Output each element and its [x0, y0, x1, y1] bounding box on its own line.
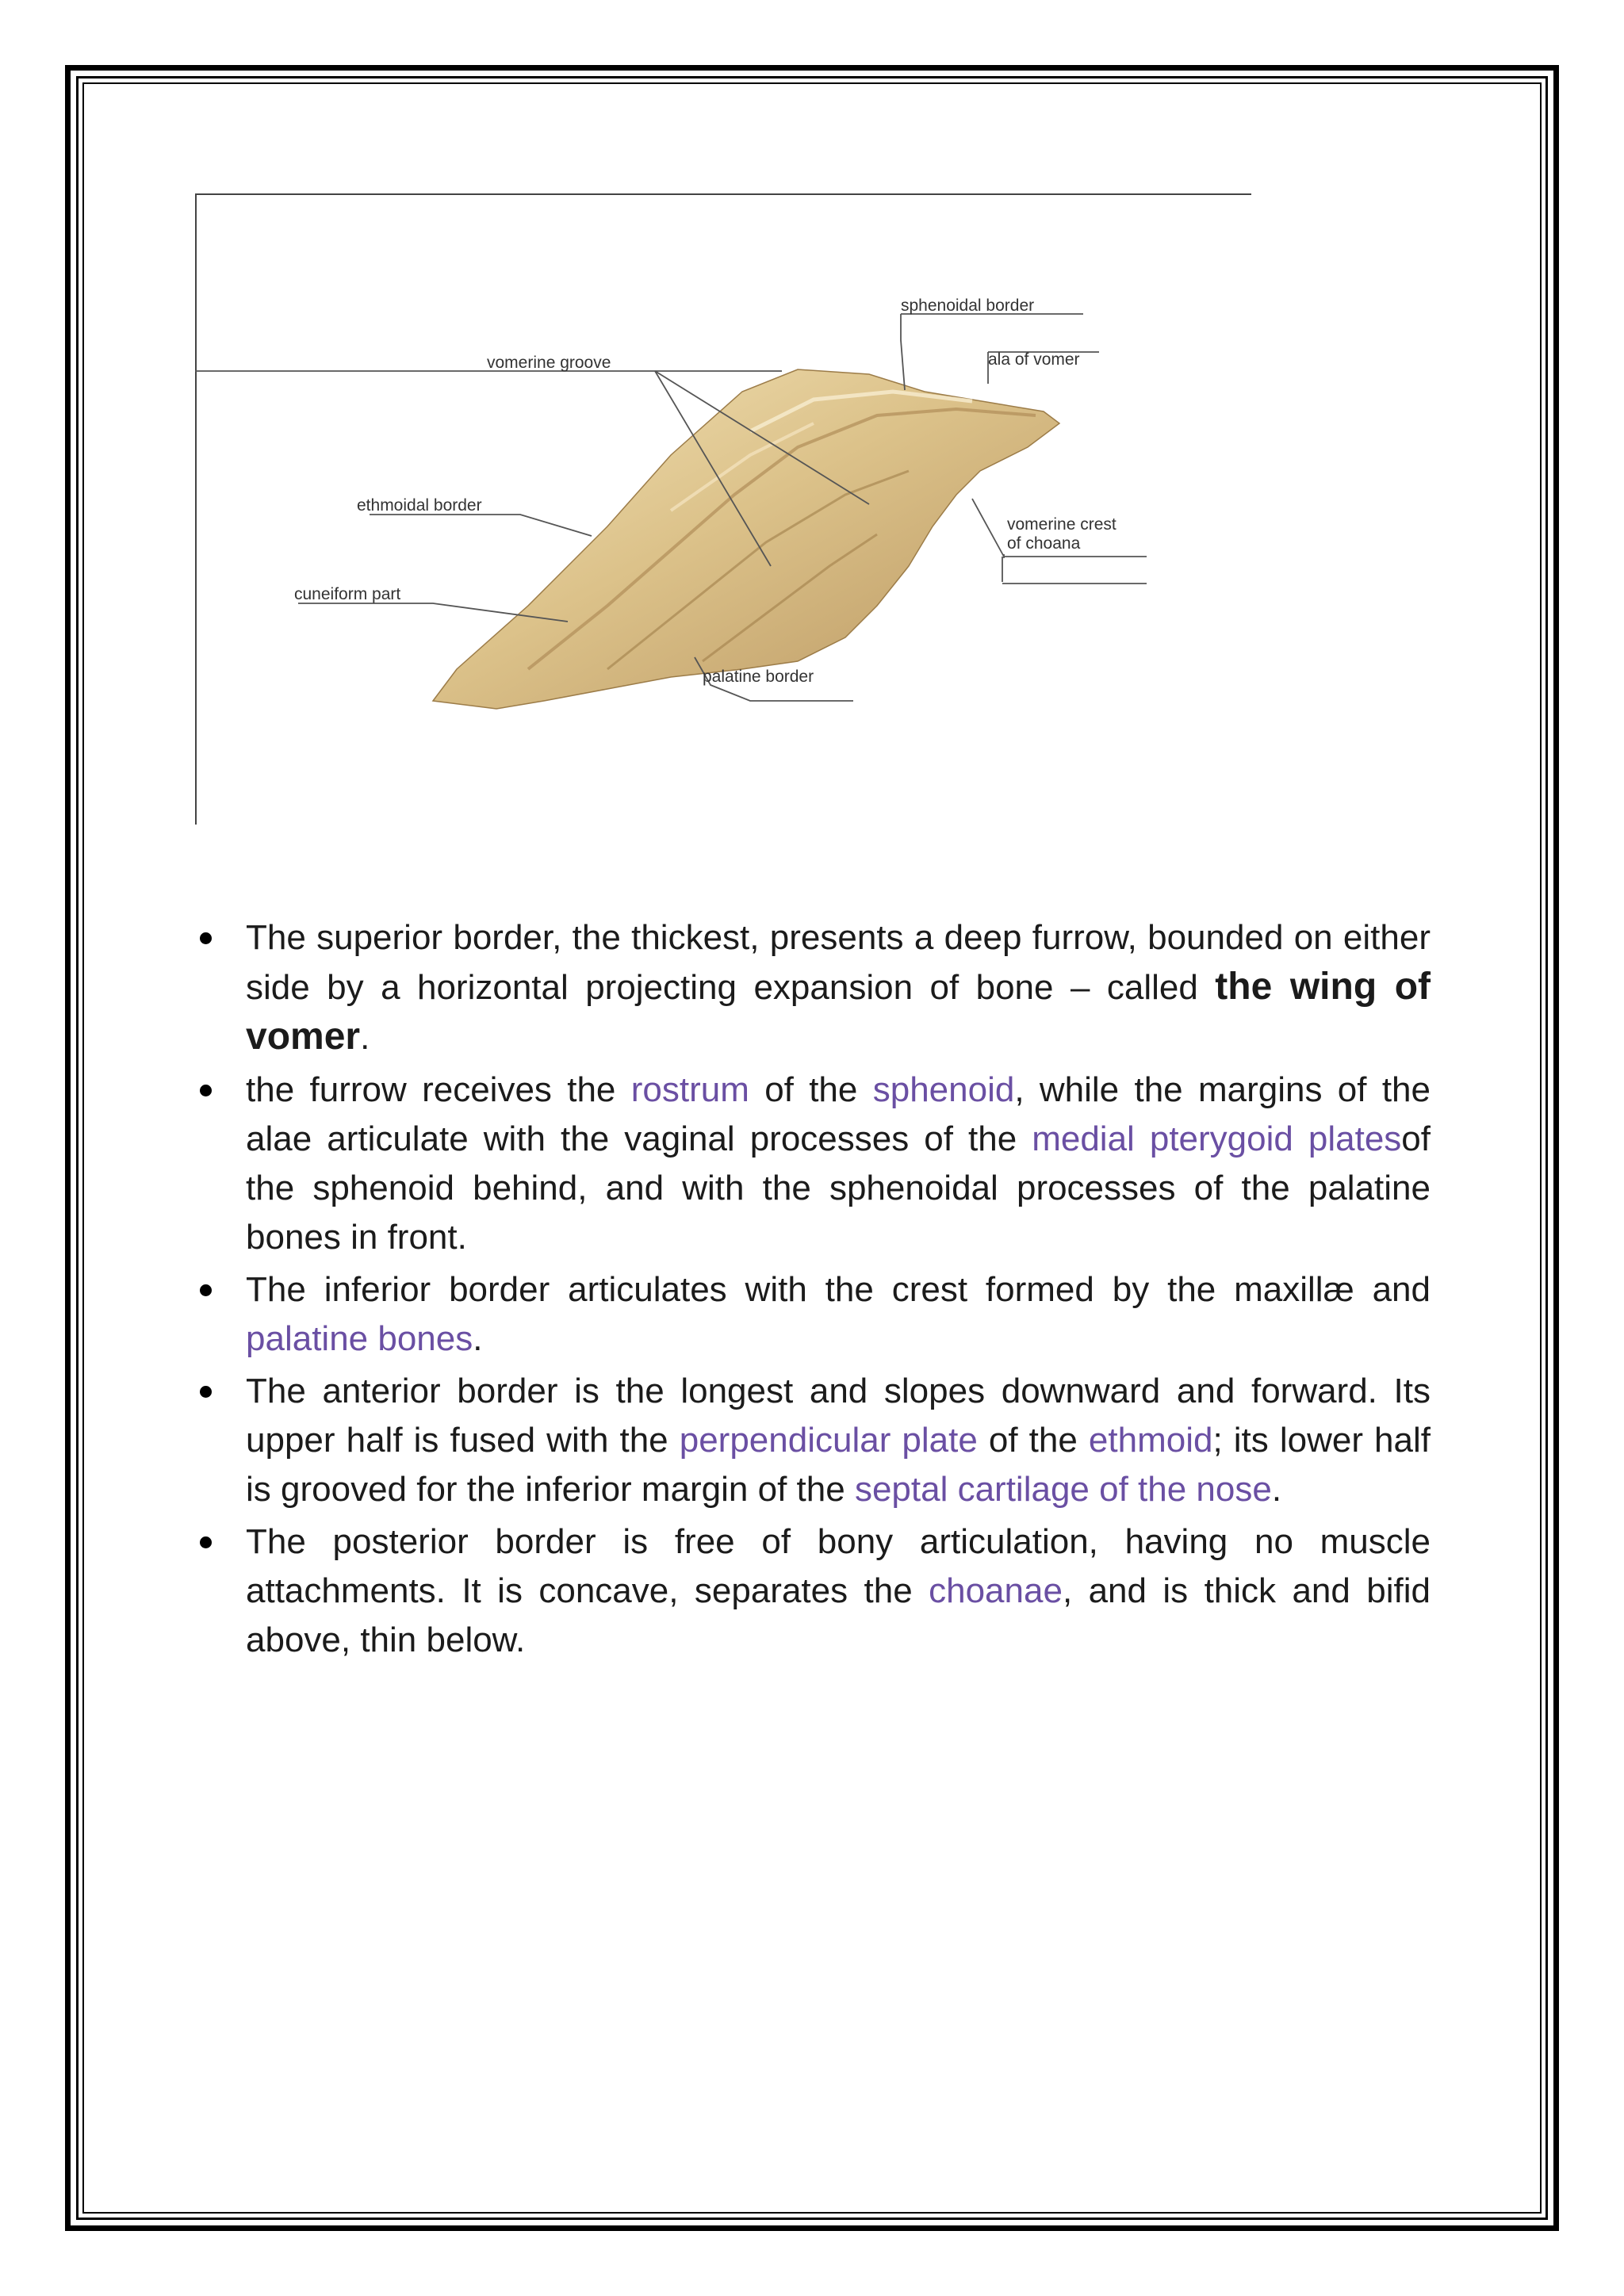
bullet-icon	[200, 932, 212, 944]
label-of-choana: of choana	[1007, 534, 1081, 553]
list-item	[197, 1265, 1431, 1364]
vomer-figure	[195, 193, 1251, 825]
bullet-text: The inferior border articulates with the crest formed by the maxillæ and	[246, 1270, 1431, 1309]
link-palatine-bones[interactable]: palatine bones	[246, 1319, 473, 1358]
list-item	[197, 1517, 1431, 1665]
bullet-text: , while the margins of the alae articulate with the vaginal processes of the	[246, 1070, 1431, 1158]
link-sphenoid[interactable]: sphenoid	[872, 1070, 1015, 1109]
bullet-text: the furrow receives the	[246, 1070, 631, 1109]
bullet-text: ; its lower half is grooved for the inferior margin of the	[246, 1421, 1431, 1509]
bullet-icon	[200, 1386, 212, 1398]
label-ala-of-vomer: ala of vomer	[988, 350, 1080, 369]
bullet-text: of the	[977, 1421, 1089, 1460]
bullet-icon	[200, 1536, 212, 1548]
link-choanae[interactable]: choanae	[929, 1571, 1063, 1610]
link-ethmoid[interactable]: ethmoid	[1088, 1421, 1213, 1460]
link-septal-cartilage[interactable]: septal cartilage of the nose	[854, 1470, 1272, 1509]
vomer-bone-shape	[433, 369, 1059, 709]
list-item	[197, 1066, 1431, 1262]
link-medial-pterygoid-plates[interactable]: medial pterygoid plates	[1032, 1119, 1402, 1158]
bullet-text: of the	[749, 1070, 873, 1109]
bullet-text: The posterior border is free of bony articulation, having no muscle attachments. It is concave, separates the	[246, 1522, 1431, 1610]
link-perpendicular-plate[interactable]: perpendicular plate	[679, 1421, 978, 1460]
bullet-text: , and is thick and bifid above, thin below.	[246, 1571, 1431, 1659]
bullet-icon	[200, 1284, 212, 1296]
label-vomerine-groove: vomerine groove	[487, 354, 611, 372]
label-sphenoidal-border: sphenoidal border	[901, 297, 1035, 315]
label-ethmoidal-border: ethmoidal border	[357, 496, 482, 515]
bullet-icon	[200, 1085, 212, 1096]
bold-term: the wing of vomer	[246, 966, 1431, 1058]
label-palatine-border: palatine border	[703, 668, 814, 686]
bullet-text: .	[1271, 1470, 1282, 1509]
bullet-text: of the sphenoid behind, and with the sphenoidal processes of the palatine bones in front.	[246, 1119, 1431, 1257]
bullet-text: The superior border, the thickest, presents a deep furrow, bounded on either side by a horizontal projecting expansion of bone – called	[246, 918, 1431, 1007]
label-vomerine-crest: vomerine crest	[1007, 515, 1116, 534]
bullet-text: .	[473, 1319, 483, 1358]
list-item	[197, 913, 1431, 1062]
bullet-text: The anterior border is the longest and slopes downward and forward. Its upper half is fused with the	[246, 1372, 1431, 1460]
bullet-text-content	[197, 913, 1431, 1668]
label-cuneiform-part: cuneiform part	[294, 585, 401, 603]
bullet-text: .	[360, 1018, 370, 1057]
vomer-bone-illustration	[195, 193, 1251, 825]
bullet-list	[197, 913, 1431, 1665]
list-item	[197, 1367, 1431, 1514]
link-rostrum[interactable]: rostrum	[630, 1070, 749, 1109]
